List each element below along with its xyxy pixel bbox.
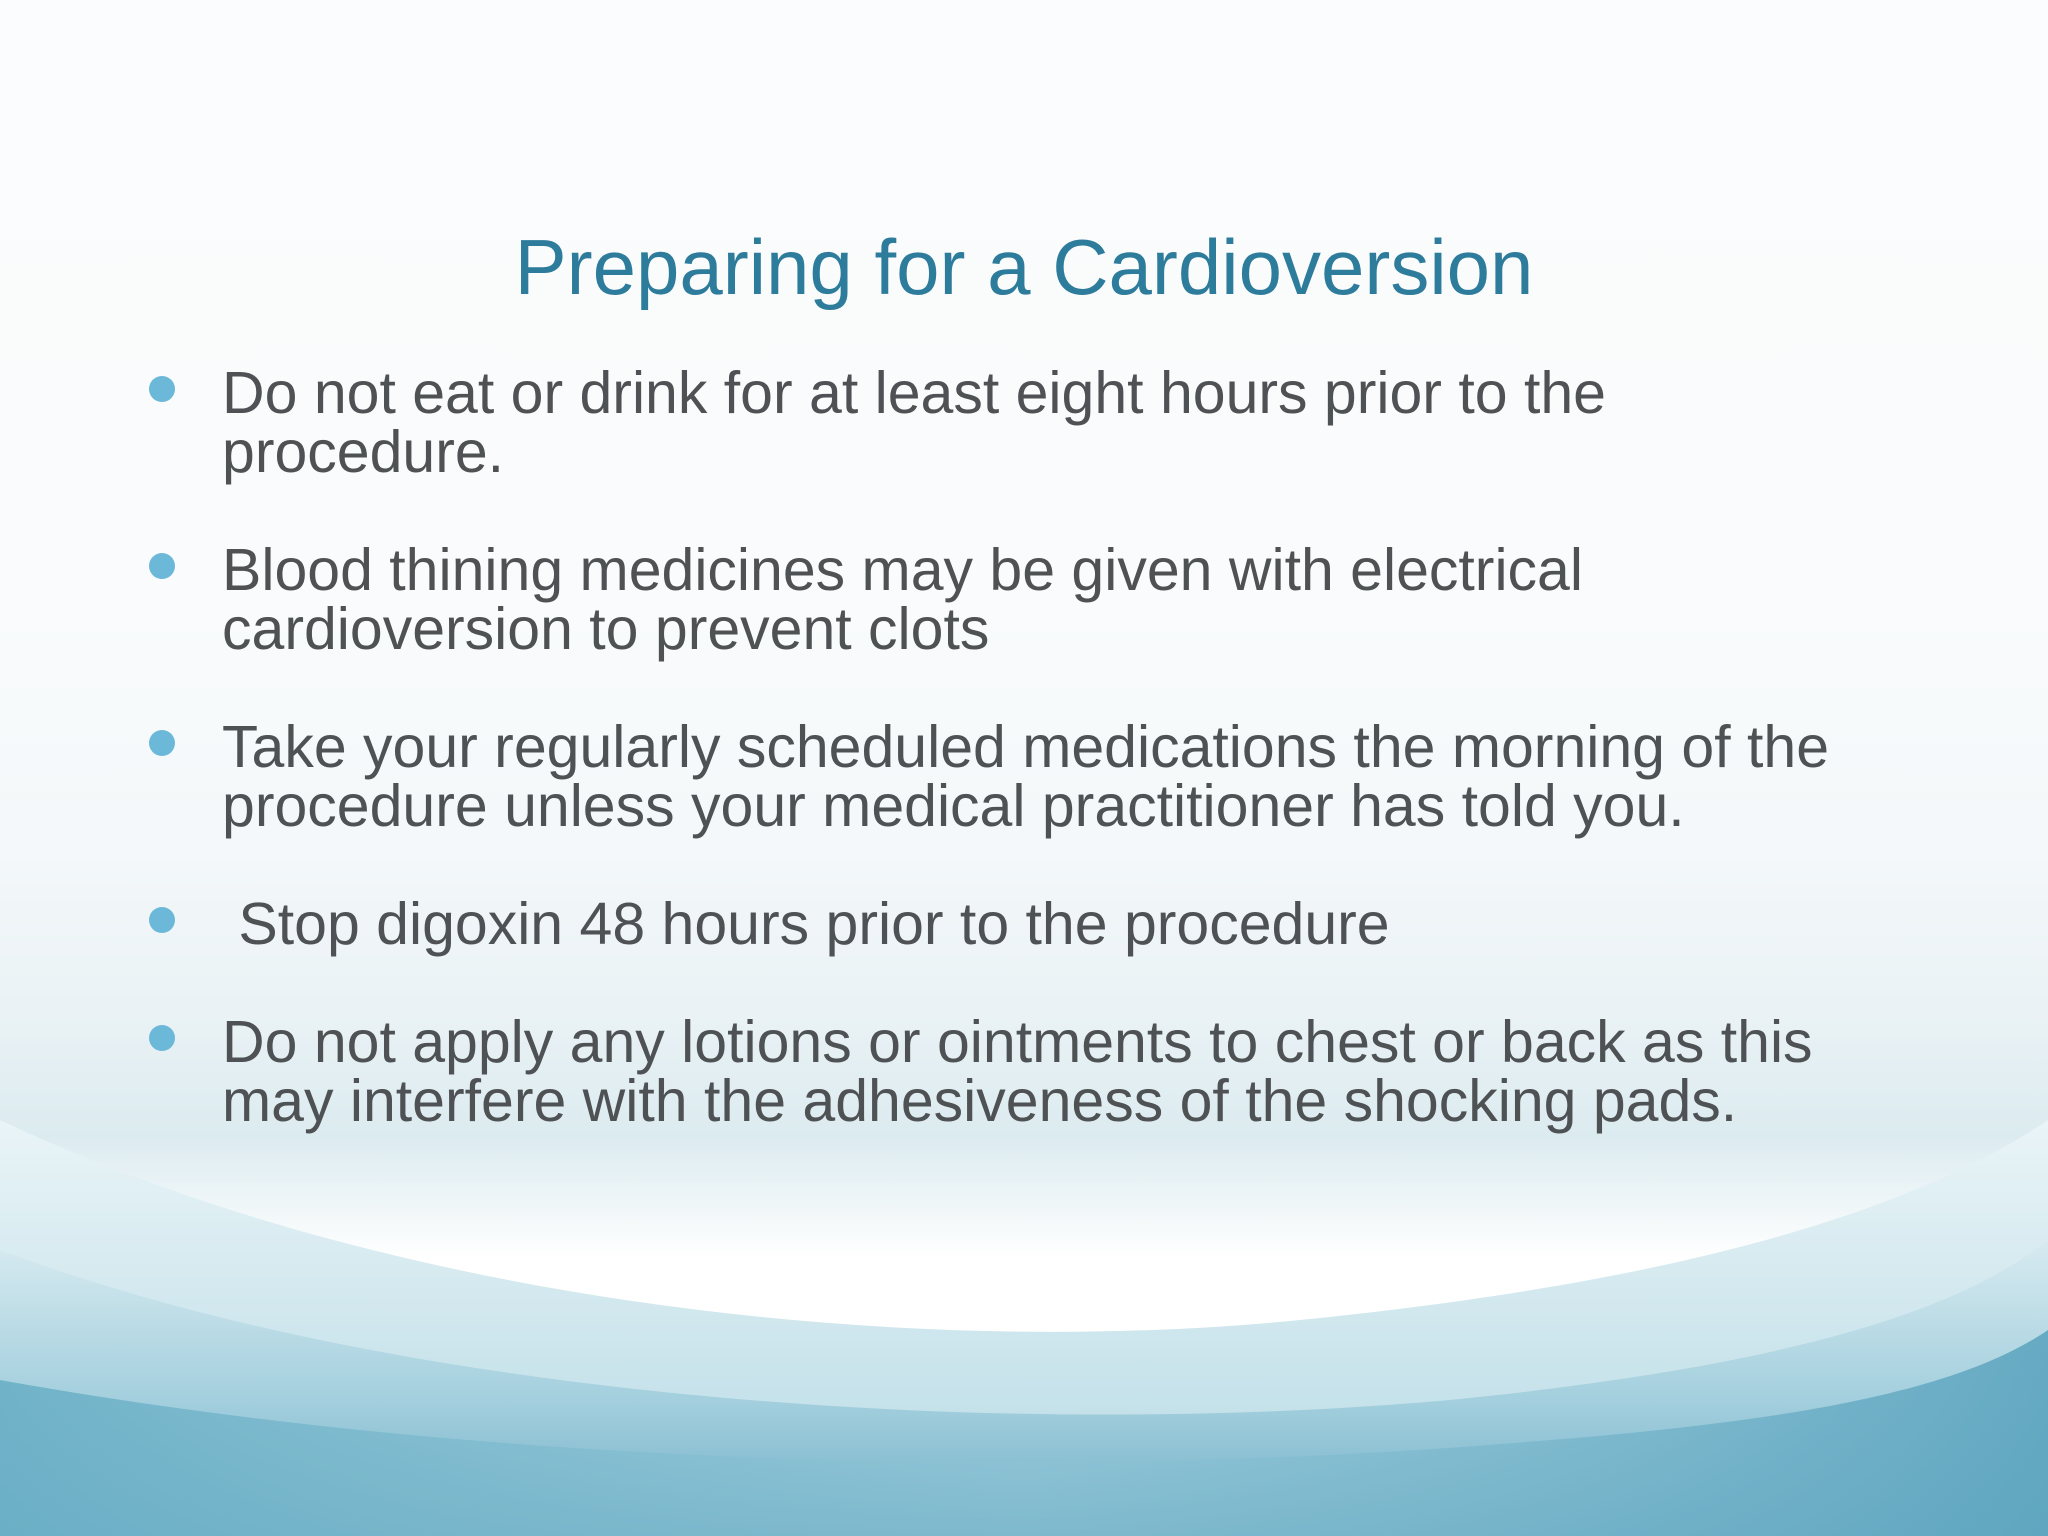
bullet-text: Take your regularly scheduled medications the morning of the procedure unless your medical practitioner has told you. <box>222 714 1830 839</box>
bullet-dot-icon <box>149 907 175 933</box>
bullet-text: Do not eat or drink for at least eight hours prior to the procedure. <box>222 360 1606 485</box>
slide-title: Preparing for a Cardioversion <box>514 223 1534 311</box>
bullet-dot-icon <box>149 553 175 579</box>
bullet-text: Do not apply any lotions or ointments to chest or back as this may interfere with the adhesiveness of the shocking pads. <box>222 1009 1813 1134</box>
bullet-text: Stop digoxin 48 hours prior to the procedure <box>222 891 1390 957</box>
bullet-text: Blood thining medicines may be given with electrical cardioversion to prevent clots <box>222 537 1583 662</box>
bullet-dot-icon <box>149 730 175 756</box>
bullet-dot-icon <box>149 1025 175 1051</box>
bullet-dot-icon <box>149 376 175 402</box>
